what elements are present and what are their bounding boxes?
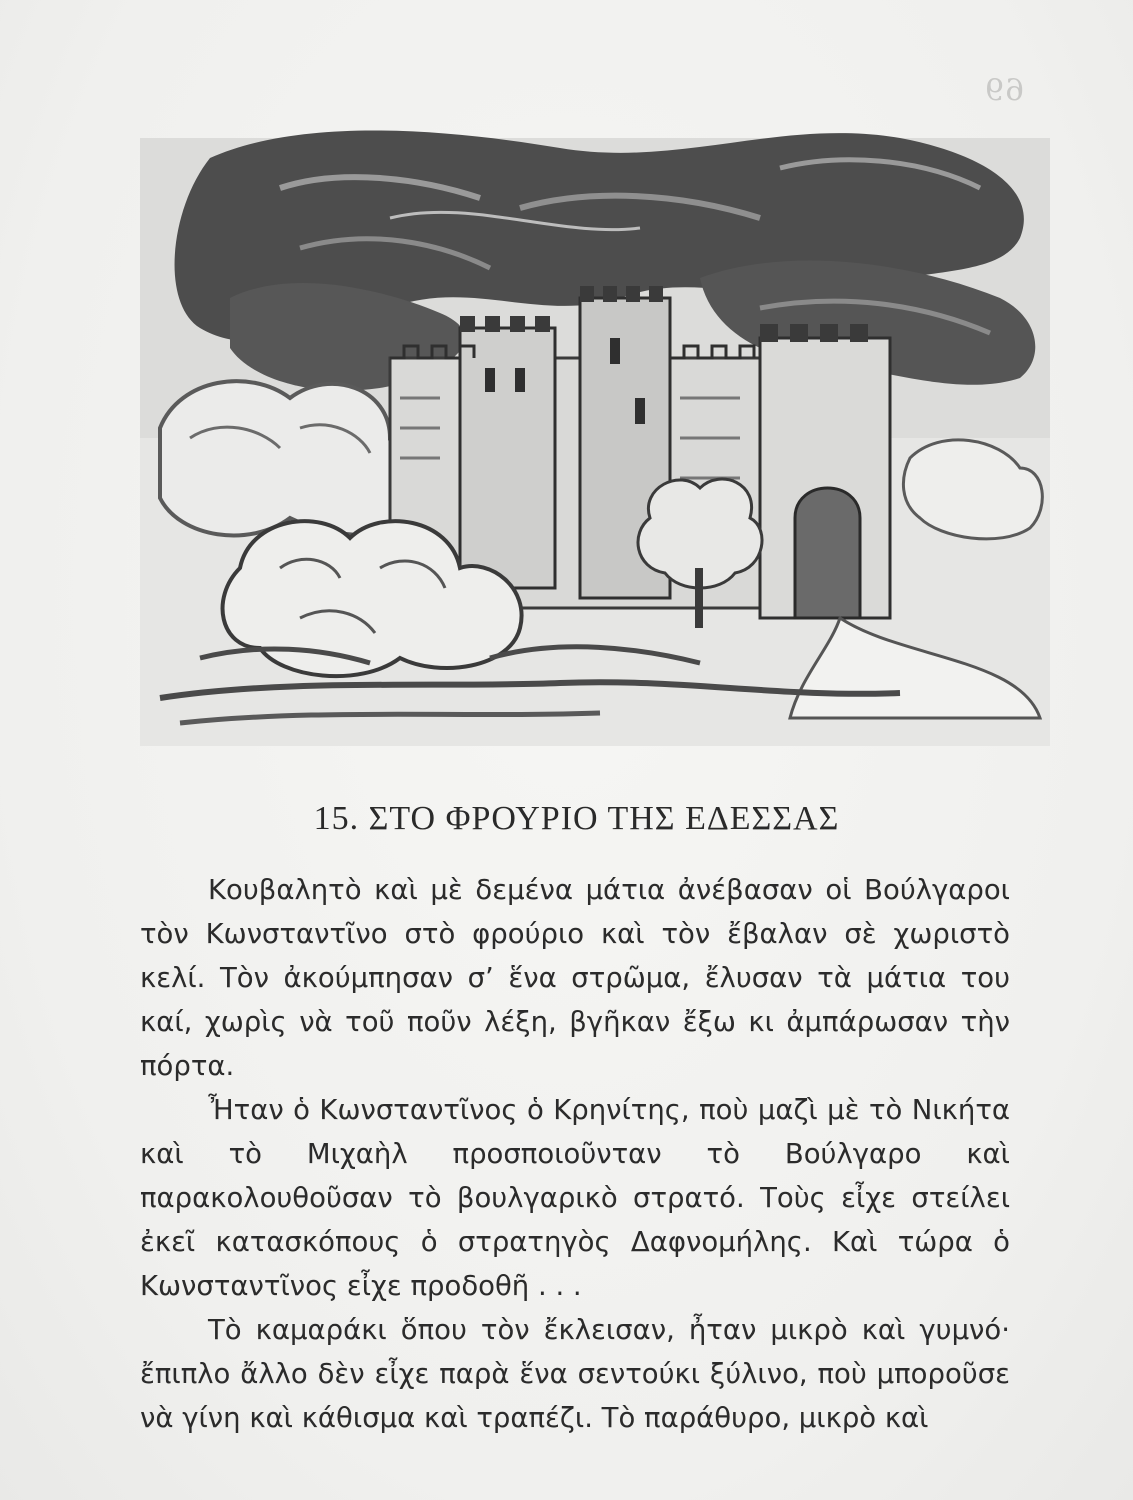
body-text [140, 868, 1010, 1440]
paragraph-1: Κουβαλητὸ καὶ μὲ δεμένα μάτια ἀνέβασαν οἱ Βούλγαροι τὸν Κωνσταντῖνο στὸ φρούριο καὶ τὸν ἔβαλαν σὲ χωριστὸ κελί. Τὸν ἀκούμπησαν σ’ ἕνα στρῶμα, ἔλυσαν τὰ μάτια του καί, χωρὶς νὰ τοῦ ποῦν λέξη, βγῆκαν ἔξω κι ἀμπάρωσαν τὴν πόρτα. [140, 874, 1010, 1082]
fortress-illustration [140, 98, 1050, 746]
paragraph-3: Τὸ καμαράκι ὅπου τὸν ἔκλεισαν, ἦταν μικρὸ καὶ γυμνό· ἔπιπλο ἄλλο δὲν εἶχε παρὰ ἕνα σεντούκι ξύλινο, ποὺ μποροῦσε νὰ γίνη καὶ κάθισμα καὶ τραπέζι. Τὸ παράθυρο, μικρὸ καὶ [140, 1314, 1010, 1434]
page-number: 69 [985, 70, 1026, 105]
fortress-illustration-svg [140, 98, 1050, 746]
chapter-title: 15. ΣΤΟ ΦΡΟΥΡΙΟ ΤΗΣ ΕΔΕΣΣΑΣ [313, 800, 840, 837]
paragraph-2: Ἦταν ὁ Κωνσταντῖνος ὁ Κρηνίτης, ποὺ μαζὶ μὲ τὸ Νικήτα καὶ τὸ Μιχαὴλ προσποιοῦνταν τὸ Βούλγαρο καὶ παρακολουθοῦσαν τὸ βουλγαρικὸ στρατό. Τοὺς εἶχε στείλει ἐκεῖ κατασκόπους ὁ στρατηγὸς Δαφνομήλης. Καὶ τώρα ὁ Κωνσταντῖνος εἶχε προδοθῆ . . . [140, 1094, 1010, 1302]
